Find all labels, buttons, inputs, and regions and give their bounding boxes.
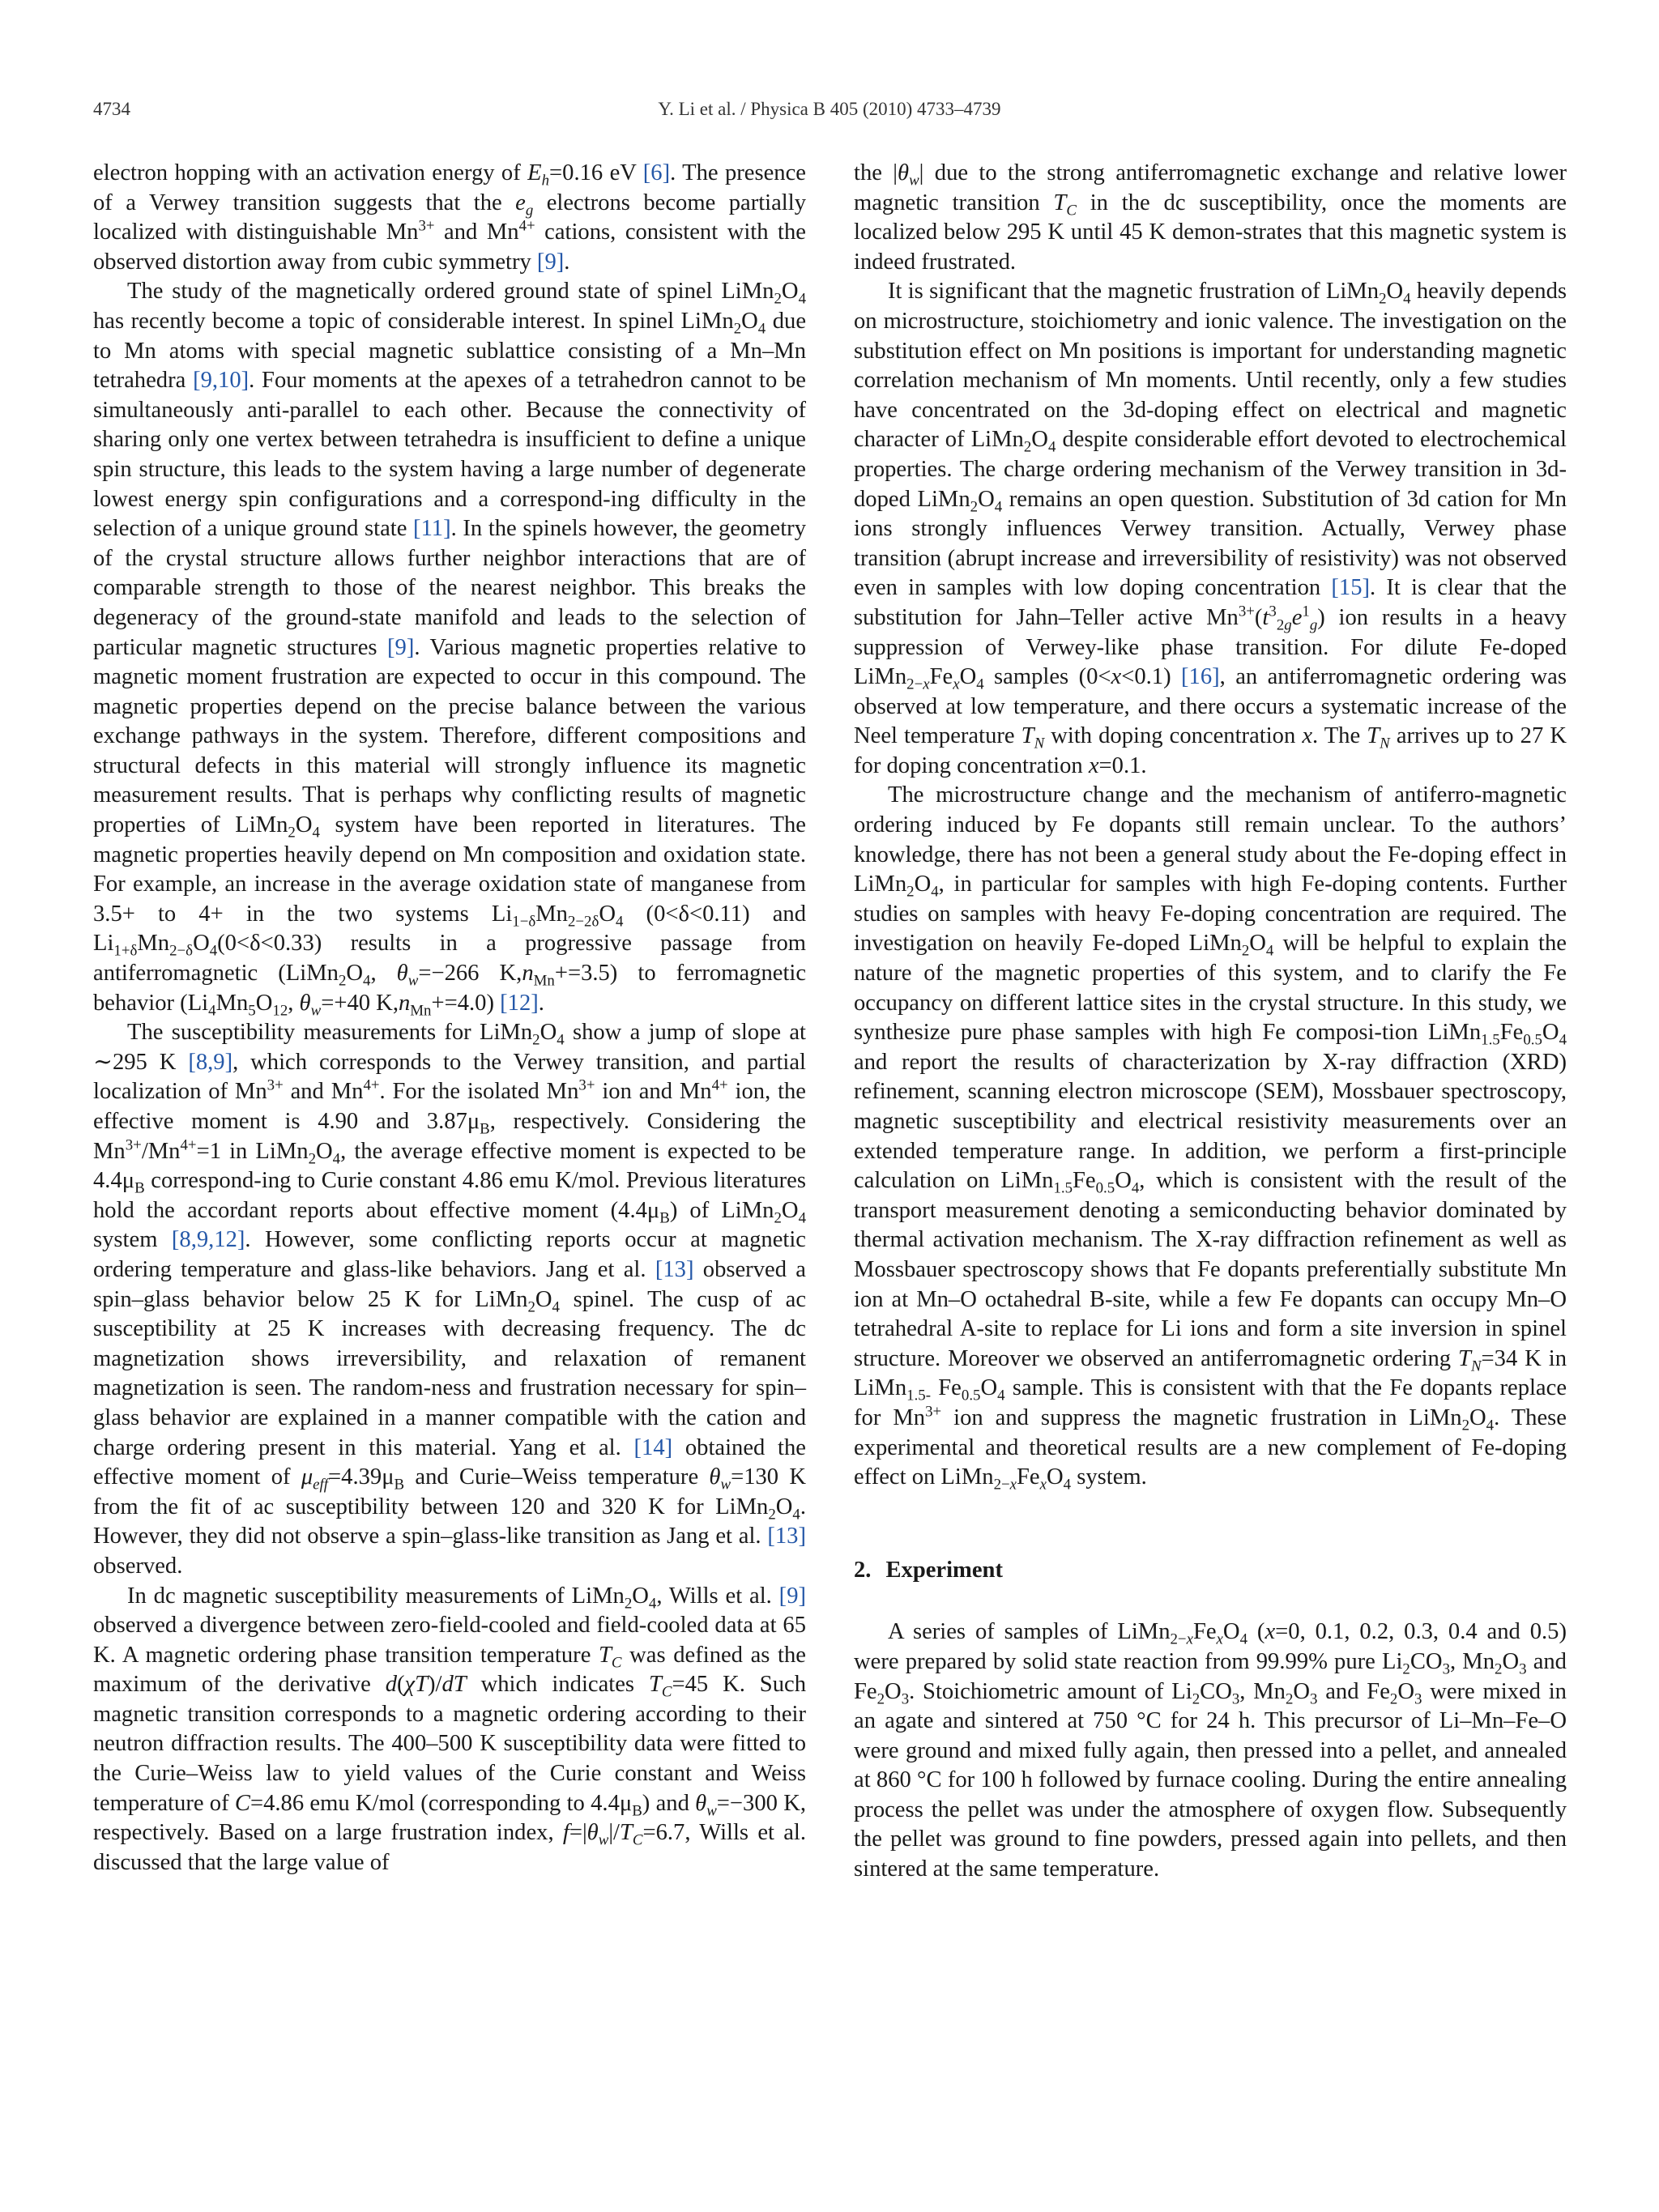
running-head: Y. Li et al. / Physica B 405 (2010) 4733–4739: [658, 99, 1001, 119]
citation-link[interactable]: [6]: [642, 160, 671, 185]
citation-link[interactable]: [9]: [536, 249, 565, 275]
citation-link[interactable]: [11]: [413, 516, 451, 542]
citation-link[interactable]: [12]: [500, 990, 539, 1016]
paragraph: electron hopping with an activation energy of $E_h=0.16$ eV [6]. The presence of a Verwey transition suggests that the $e_g$ electrons become partially localized with distinguishable $Mn^{3+}$ and $Mn^{4+}$ cations, consistent with the observed distortion away from cubic symmetry [9].: [93, 160, 806, 275]
paragraph: In dc magnetic susceptibility measurements of $LiMn_2O_4$, Wills et al. [9] observed a divergence between zero-field-cooled and field-cooled data at 65 K. A magnetic ordering phase transition temperature $T_C$ was defined as the maximum of the derivative d(χT)/dT which indicates $T_C=45$ K. Such magnetic transition corresponds to a magnetic ordering according to their neutron diffraction results. The 400–500 K susceptibility data were fitted to the Curie–Weiss law to yield values of the Curie constant and Weiss temperature of C=4.86 emu K/mol (corresponding to $4.4\mu_B$) and $\theta_w=-300$ K, respectively. Based on a large frustration index, $f=|\theta_w|/T_C=6.7$, Wills et al. discussed that the large value of: [93, 1583, 807, 1875]
citation-link[interactable]: [15]: [1331, 575, 1371, 601]
citation-link[interactable]: [13]: [767, 1524, 806, 1549]
section-title: Experiment: [885, 1557, 1003, 1583]
paragraph: The susceptibility measurements for $LiMn_2O_4$ show a jump of slope at ∼295 K [8,9], which corresponds to the Verwey transition, and partial localization of $Mn^{3+}$ and $Mn^{4+}$. For the isolated $Mn^{3+}$ ion and $Mn^{4+}$ ion, the effective moment is 4.90 and $3.87\mu_B$, respectively. Considering the $Mn^{3+}/Mn^{4+}=1$ in $LiMn_2O_4$, the average effective moment is expected to be $4.4\mu_B$ correspond-ing to Curie constant 4.86 emu K/mol. Previous literatures hold the accordant reports about effective moment $(4.4\mu_B)$ of $LiMn_2O_4$ system [8,9,12]. However, some conflicting reports occur at magnetic ordering temperature and glass-like behaviors. Jang et al. [13] observed a spin–glass behavior below 25 K for $LiMn_2O_4$ spinel. The cusp of ac susceptibility at 25 K increases with decreasing frequency. The dc magnetization shows irreversibility, and relaxation of remanent magnetization is seen. The random-ness and frustration necessary for spin–glass behavior are explained in a manner compatible with the cation and charge ordering present in this material. Yang et al. [14] obtained the effective moment of $\mu_{eff}=4.39\mu_B$ and Curie–Weiss temperature $\theta_w=130$ K from the fit of ac susceptibility between 120 and 320 K for $LiMn_2O_4$. However, they did not observe a spin–glass-like transition as Jang et al. [13] observed.: [93, 1020, 807, 1579]
paragraph: The microstructure change and the mechanism of antiferro-magnetic ordering induced by Fe dopants still remain unclear. To the authors’ knowledge, there has not been a general study about the Fe-doping effect in $LiMn_2O_4$, in particular for samples with high Fe-doping contents. Further studies on samples with heavy Fe-doping concentration are required. The investigation on heavily Fe-doped $LiMn_2O_4$ will be helpful to explain the nature of the magnetic properties of this system, and to clarify the Fe occupancy on different lattice sites in the crystal structure. In this study, we synthesize pure phase samples with high Fe composi-tion $LiMn_{1.5}Fe_{0.5}O_4$ and report the results of characterization by X-ray diffraction (XRD) refinement, scanning electron microscope (SEM), Mossbauer spectroscopy, magnetic susceptibility and electrical resistivity measurements over an extended temperature range. In addition, we perform a first-principle calculation on $LiMn_{1.5}Fe_{0.5}O_4$, which is consistent with the result of the transport measurement denoting a semiconducting behavior dominated by thermal activation mechanism. The X-ray diffraction refinement as well as Mossbauer spectroscopy shows that Fe dopants preferentially substitute Mn ion at Mn–O octahedral B-site, while a few Fe dopants can occupy Mn–O tetrahedral A-site to replace for Li ions and form a site inversion in spinel structure. Moreover we observed an antiferromagnetic ordering $T_N=34$ K in LiMn$_{1.5-}$ $Fe_{0.5}O_4$ sample. This is consistent with that the Fe dopants replace for $Mn^{3+}$ ion and suppress the magnetic frustration in $LiMn_2O_4$. These experimental and theoretical results are a new complement of Fe-doping effect on $LiMn_{2-x}Fe_xO_4$ system.: [854, 782, 1567, 1494]
paragraph: the $|\theta_w|$ due to the strong antiferromagnetic exchange and relative lower magnetic transition $T_C$ in the dc susceptibility, once the moments are localized below 295 K until 45 K demon-strates that this magnetic system is indeed frustrated.: [854, 160, 1567, 275]
citation-link[interactable]: [9,10]: [193, 368, 249, 394]
paragraph: A series of samples of $LiMn_{2-x}Fe_xO_4$ (x=0, 0.1, 0.2, 0.3, 0.4 and 0.5) were prepared by solid state reaction from 99.99% pure $Li_2CO_3$, $Mn_2O_3$ and $Fe_2O_3$. Stoichiometric amount of $Li_2CO_3$, $Mn_2O_3$ and $Fe_2O_3$ were mixed in an agate and sintered at 750 °C for 24 h. This precursor of Li–Mn–Fe–O were ground and mixed fully again, then pressed into a pellet, and annealed at 860 °C for 100 h followed by furnace cooling. During the entire annealing process the pellet was under the atmosphere of oxygen flow. Subsequently the pellet was ground to fine powders, pressed again into pellets, and then sintered at the same temperature.: [854, 1619, 1567, 1882]
section-heading: [854, 1556, 1567, 1586]
citation-link[interactable]: [13]: [655, 1256, 694, 1282]
right-column: [854, 159, 1567, 1885]
citation-link[interactable]: [9]: [778, 1583, 807, 1609]
citation-link[interactable]: [8,9]: [188, 1049, 233, 1075]
page-number: 4734: [93, 99, 130, 119]
citation-link[interactable]: [8,9,12]: [171, 1227, 245, 1253]
citation-link[interactable]: [9]: [387, 634, 415, 660]
section-number: 2.: [854, 1557, 872, 1583]
paragraph: The study of the magnetically ordered ground state of spinel $LiMn_2O_4$ has recently become a topic of considerable interest. In spinel $LiMn_2O_4$ due to Mn atoms with special magnetic sublattice consisting of a Mn–Mn tetrahedra [9,10]. Four moments at the apexes of a tetrahedron cannot to be simultaneously anti-parallel to each other. Because the connectivity of sharing only one vertex between tetrahedra is insufficient to define a unique spin structure, this leads to the system having a large number of degenerate lowest energy spin configurations and a correspond-ing difficulty in the selection of a unique ground state [11]. In the spinels however, the geometry of the crystal structure allows further neighbor interactions that are of comparable strength to those of the nearest neighbor. This breaks the degeneracy of the ground-state manifold and leads to the selection of particular magnetic structures [9]. Various magnetic properties relative to magnetic moment frustration are expected to occur in this compound. The magnetic properties depend on the precise balance between the various exchange pathways in the system. Therefore, different compositions and structural defects in this material will strongly influence its magnetic measurement results. That is perhaps why conflicting results of magnetic properties of $LiMn_2O_4$ system have been reported in literatures. The magnetic properties heavily depend on Mn composition and oxidation state. For example, an increase in the average oxidation state of manganese from 3.5+ to 4+ in the two systems $Li_{1-\delta}Mn_{2-2\delta}O_4$ (0<δ<0.11) and $Li_{1+\delta}Mn_{2-\delta}O_4(0<\delta<0.33)$ results in a progressive passage from antiferromagnetic ($LiMn_2O_4$, $\theta_w=-266$ $K,n_{Mn}+=3.5$) to ferromagnetic behavior ($Li_4Mn_5O_{12}$, $\theta_w=+40$ $K,n_{Mn}+=4.0$) [12].: [93, 279, 807, 1020]
paragraph: It is significant that the magnetic frustration of $LiMn_2O_4$ heavily depends on microstructure, stoichiometry and ionic valence. The investigation on the substitution effect on Mn positions is important for understanding magnetic correlation mechanism of Mn moments. Until recently, only a few studies have concentrated on the 3d-doping effect on electrical and magnetic character of $LiMn_2O_4$ despite considerable effort devoted to electrochemical properties. The charge ordering mechanism of the Verwey transition in 3d-doped $LiMn_2O_4$ remains an open question. Substitution of 3d cation for Mn ions strongly influences Verwey transition. Actually, Verwey phase transition (abrupt increase and irreversibility of resistivity) was not observed even in samples with low doping concentration [15]. It is clear that the substitution for Jahn–Teller active $Mn^{3+}(t^3_{2g}e^1_g)$ ion results in a heavy suppression of Verwey-like phase transition. For dilute Fe-doped $LiMn_{2-x}Fe_xO_4$ samples (0<x<0.1) [16], an antiferromagnetic ordering was observed at low temperature, and there occurs a systematic increase of the Neel temperature $T_N$ with doping concentration x. The $T_N$ arrives up to 27 K for doping concentration x=0.1.: [854, 279, 1567, 778]
citation-link[interactable]: [16]: [1181, 664, 1220, 690]
left-column: [93, 159, 806, 1877]
page-header: [93, 99, 1566, 126]
citation-link[interactable]: [14]: [633, 1434, 673, 1460]
